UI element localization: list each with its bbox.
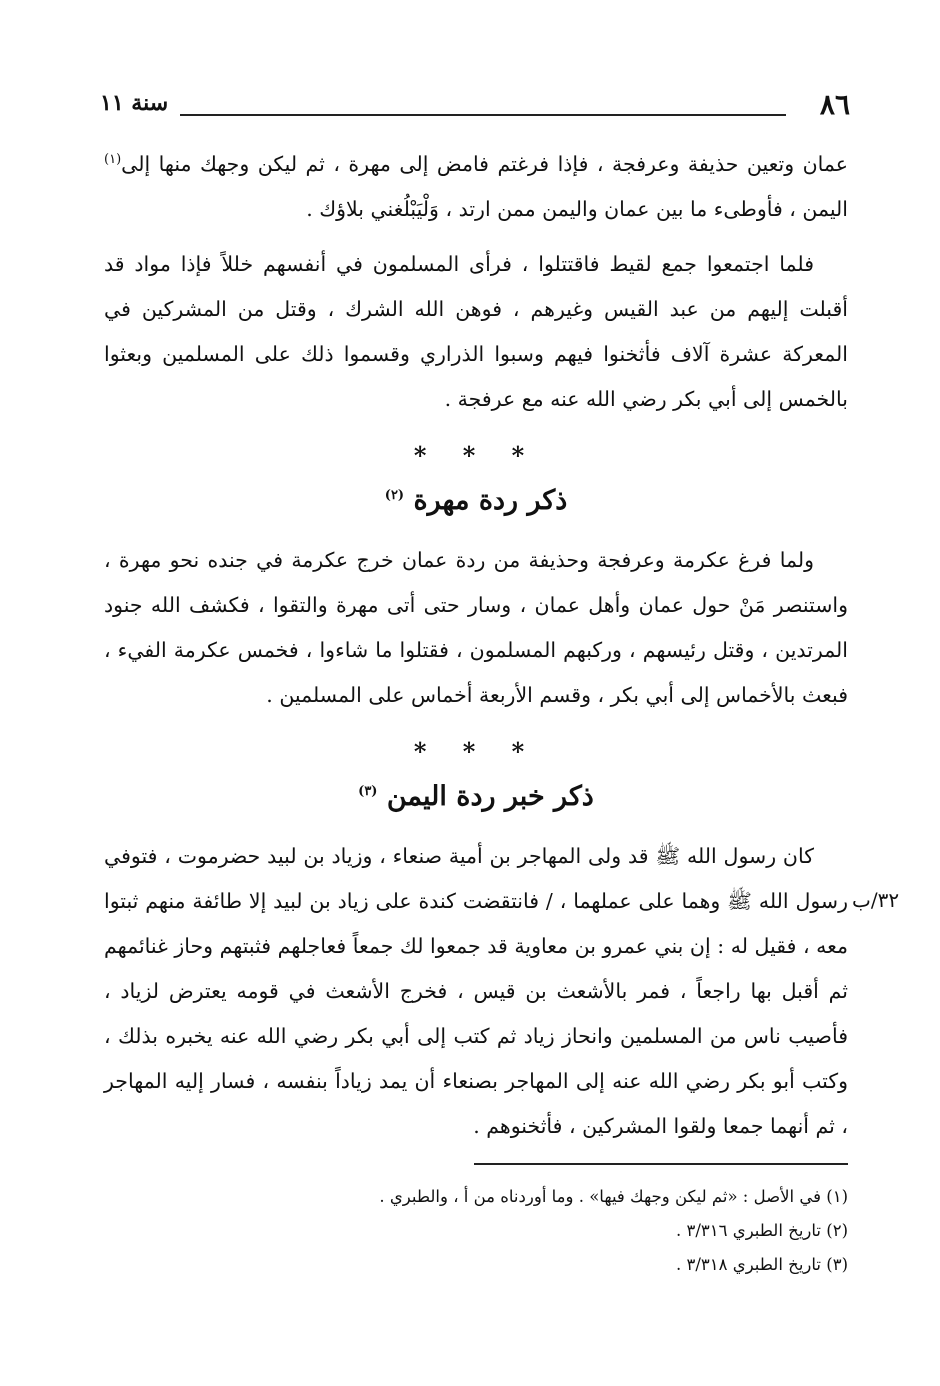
footnote-3: (٣) تاريخ الطبري ٣/٣١٨ . (676, 1255, 848, 1274)
footnote-marker-3: (٣) (358, 784, 378, 799)
section-heading-2-text: ذكر خبر ردة اليمن (386, 781, 594, 812)
paragraph-1-rest: اليمن ، فأوطىء ما بين عمان واليمن ممن ارتد ، وَلْيَبْلُغني بلاؤك . (306, 197, 848, 221)
paragraph-1-text: عمان وتعين حذيفة وعرفجة ، فإذا فرغتم فامض إلى مهرة ، ثم ليكن وجهك منها إلى (121, 152, 848, 176)
manuscript-folio-note: ٣٢/ب (852, 888, 900, 912)
main-text (104, 142, 848, 1149)
paragraph-4: كان رسول الله ﷺ قد ولى المهاجر بن أمية صنعاء ، وزياد بن لبيد حضرموت ، فتوفي رسول الله ﷺ وهما على عملهما ، / فانتقضت كندة على زياد بن لبيد إلا طائفة منهم ثبتوا معه ، فقيل له : إن بني عمرو بن معاوية قد جمعوا لك جمعاً فعاجلهم فثبتهم وحاز غنائمهم ثم أقبل بها راجعاً ، فمر بالأشعث بن قيس ، فخرج الأشعث في قومه يعترض لزياد ، فأصيب ناس من المسلمين وانحاز زياد ثم كتب إلى أبي بكر رضي الله عنه يخبره بذلك ، وكتب أبو بكر رضي الله عنه إلى المهاجر بصنعاء أن يمد زياداً بنفسه ، فسار إليه المهاجر ، ثم أنهما جمعا ولقوا المشركين ، فأثخنوهم . (104, 844, 848, 1138)
footnote-2: (٢) تاريخ الطبري ٣/٣١٦ . (676, 1221, 848, 1240)
footnote-1: (١) في الأصل : «ثم ليكن وجهك فيها» . وما أوردناه من أ ، والطبري . (379, 1187, 848, 1206)
paragraph-3: ولما فرغ عكرمة وعرفجة وحذيفة من ردة عمان خرج عكرمة في جنده نحو مهرة ، واستنصر مَنْ حول عمان وأهل عمان ، وسار حتى أتى مهرة والتقوا ، فكشف الله جنود المرتدين ، وقتل رئيسهم ، وركبهم المسلمون ، فقتلوا ما شاءوا ، فخمس عكرمة الفيء ، فبعث بالأخماس إلى أبي بكر ، وقسم الأربعة أخماس على المسلمين . (104, 548, 848, 707)
page-number: ٨٦ (819, 88, 850, 121)
section-separator-2: * * * (413, 737, 539, 766)
paragraph-1 (104, 142, 848, 232)
running-header (100, 88, 850, 128)
section-heading-2 (104, 774, 848, 820)
section-separator-1: * * * (413, 441, 539, 470)
footnote-marker-2: (٢) (384, 488, 405, 503)
paragraph-2: فلما اجتمعوا جمع لقيط فاقتتلوا ، فرأى المسلمون في أنفسهم خللاً فإذا مواد قد أقبلت إليهم من عبد القيس وغيرهم ، فوهن الله الشرك ، وقتل من المشركين في المعركة عشرة آلاف فأثخنوا فيهم وسبوا الذراري وقسموا ذلك على المسلمين وبعثوا بالخمس إلى أبي بكر رضي الله عنه مع عرفجة . (104, 252, 848, 411)
header-year-label: سنة ١١ (100, 90, 169, 116)
header-rule (180, 114, 786, 116)
footnote-rule (474, 1163, 848, 1165)
footnote-marker-1: (١) (104, 152, 122, 168)
section-heading-1-text: ذكر ردة مهرة (413, 485, 568, 516)
footnotes (300, 1180, 848, 1282)
section-heading-1 (104, 478, 848, 524)
